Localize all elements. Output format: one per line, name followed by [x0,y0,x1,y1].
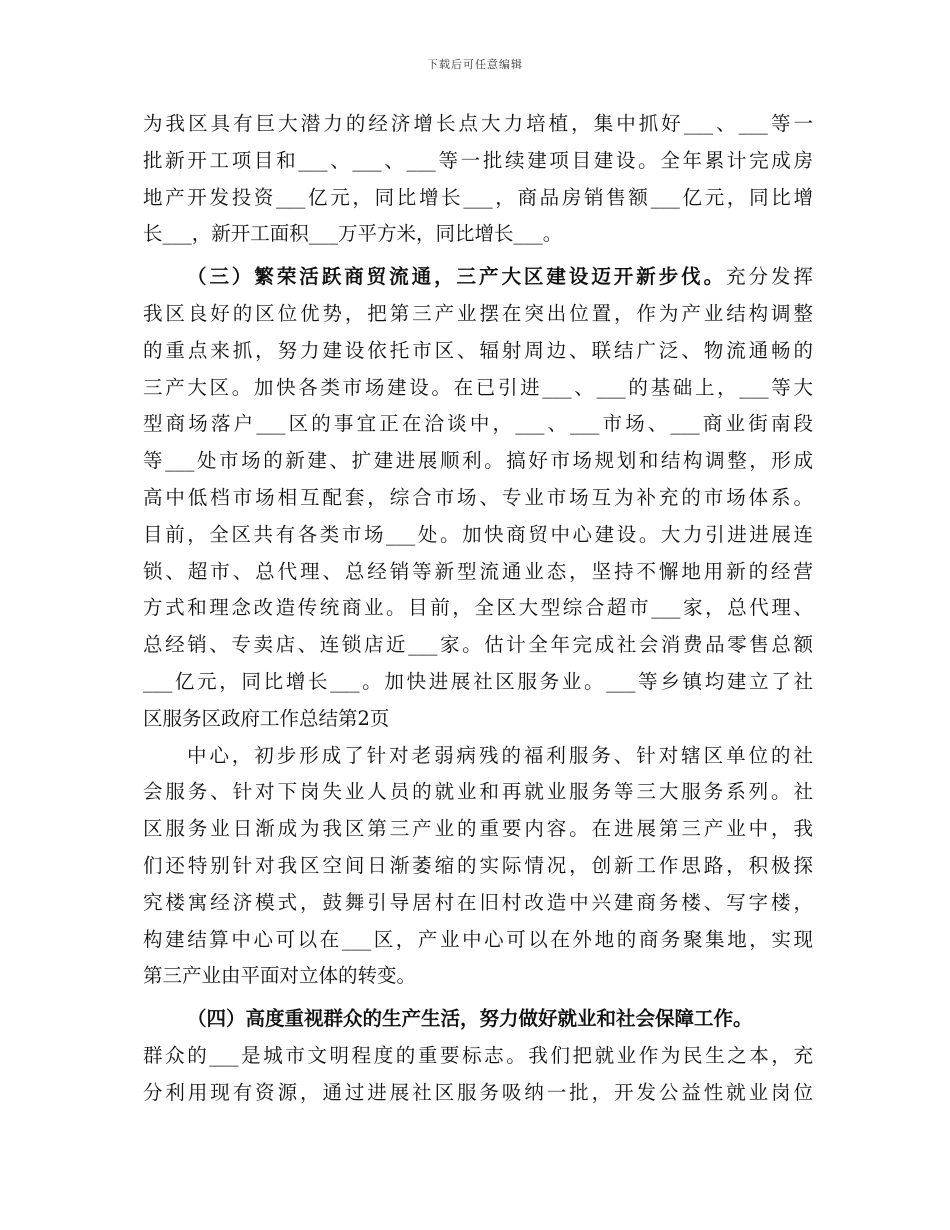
text-line: 方式和理念改造传统商业。目前，全区大型综合超市___家，总代理、 [143,596,813,620]
paragraph-4 [143,1001,813,1111]
text-line: 我区良好的区位优势，把第三产业摆在突出位置，作为产业结构调整 [143,301,813,325]
text-line: 总经销、专卖店、连锁店近___家。估计全年完成社会消费品零售总额 [143,633,813,657]
text-line: 构建结算中心可以在___区，产业中心可以在外地的商务聚集地，实现 [143,927,813,951]
text-line: 为我区具有巨大潜力的经济增长点大力培植，集中抓好___、___等一 [143,112,813,135]
page-header: 下载后可任意编辑 [427,58,523,71]
text-line: 地产开发投资___亿元，同比增长___，商品房销售额___亿元，同比增 [143,185,813,209]
text-line: 高中低档市场相互配套，综合市场、专业市场互为补充的市场体系。 [143,485,813,509]
section-heading-3: （三）繁荣活跃商贸流通，三产大区建设迈开新步伐。 [187,265,727,289]
text-line: 中心，初步形成了针对老弱病残的福利服务、针对辖区单位的社 [187,743,813,767]
text-line: 区服务区政府工作总结第2页 [143,706,390,730]
text-line: 的重点来抓，努力建设依托市区、辐射周边、联结广泛、物流通畅的 [143,338,813,362]
text-line: 群众的___是城市文明程度的重要标志。我们把就业作为民生之本，充 [143,1043,813,1067]
text-line: 批新开工项目和___、___、___等一批续建项目建设。全年累计完成房 [143,148,813,172]
text-line: 们还特别针对我区空间日渐萎缩的实际情况，创新工作思路，积极探 [143,853,813,877]
text-line: 第三产业由平面对立体的转变。 [143,964,417,988]
text-line: 区服务业日渐成为我区第三产业的重要内容。在进展第三产业中，我 [143,817,813,841]
section-heading-4: （四）高度重视群众的生产生活，努力做好就业和社会保障工作。 [187,1007,753,1031]
text-line: 等___处市场的新建、扩建进展顺利。搞好市场规划和结构调整，形成 [143,449,813,473]
paragraph-2 [143,259,813,737]
section-heading-line [143,1001,813,1038]
section-heading-line [143,259,813,296]
paragraph-1 [143,106,813,253]
paragraph-3 [143,738,813,996]
text-line: 目前，全区共有各类市场___处。加快商贸中心建设。大力引进进展连 [143,522,813,546]
text-line: 究楼寓经济模式，鼓舞引导居村在旧村改造中兴建商务楼、写字楼， [143,890,813,914]
text-line: 三产大区。加快各类市场建设。在已引进___、___的基础上，___等大 [143,375,813,399]
text-line: 会服务、针对下岗失业人员的就业和再就业服务等三大服务系列。社 [143,780,813,804]
text-line: 分利用现有资源，通过进展社区服务吸纳一批，开发公益性就业岗位 [143,1080,813,1104]
text-line: 长___，新开工面积___万平方米，同比增长___。 [143,222,563,246]
text-line: 型商场落户___区的事宜正在洽谈中，___、___市场、___商业街南段 [143,412,813,436]
text-span: 充分发挥 [726,265,813,289]
text-line: 锁、超市、总代理、总经销等新型流通业态，坚持不懈地用新的经营 [143,559,813,583]
text-line: ___亿元，同比增长___。加快进展社区服务业。___等乡镇均建立了社 [143,669,813,693]
document-body [143,106,813,1112]
